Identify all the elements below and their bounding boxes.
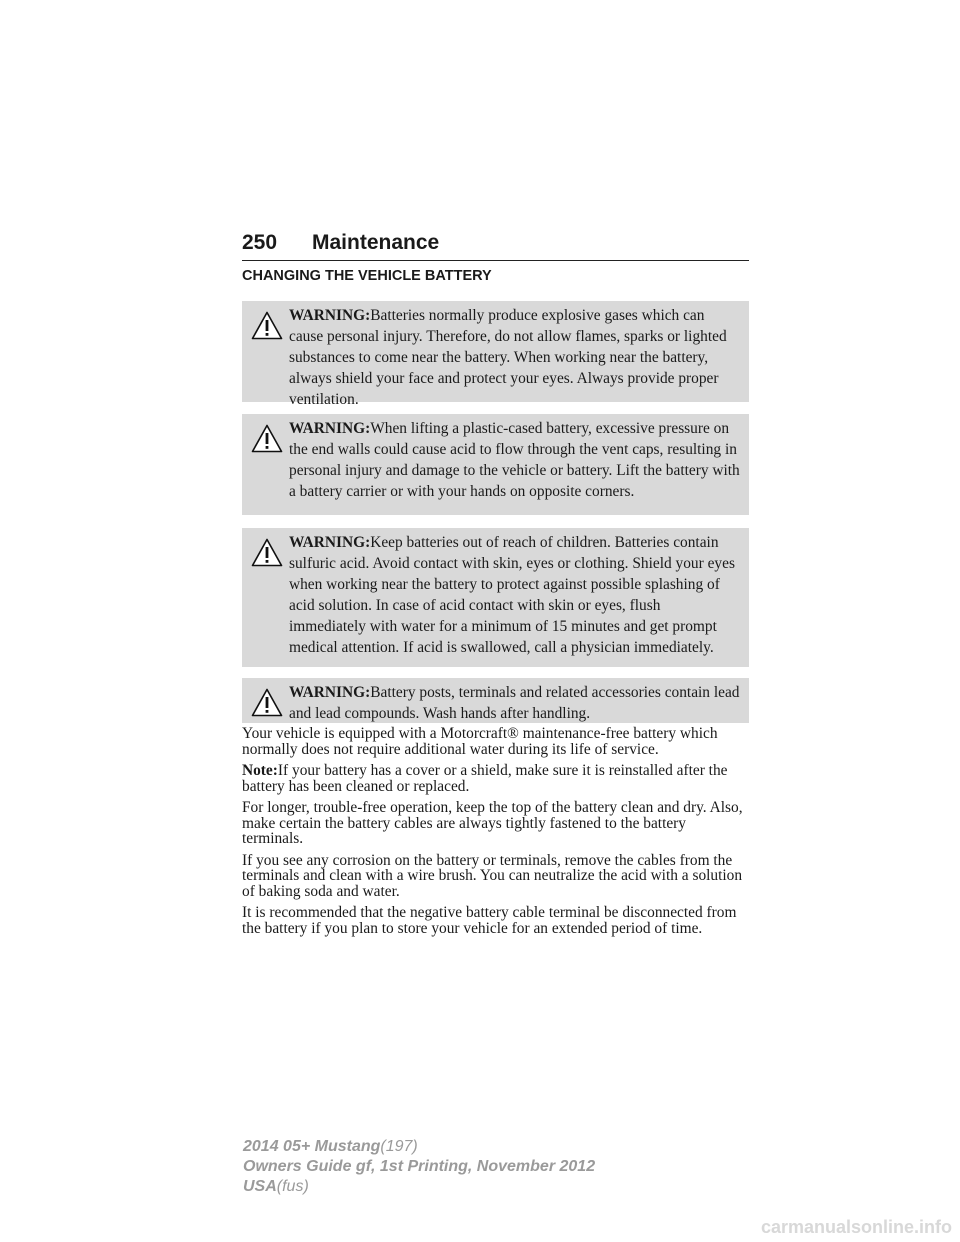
watermark: carmanualsonline.info [760,1217,952,1237]
warning-text: Batteries normally produce explosive gases which can cause personal injury. Therefore, do not allow flames, sparks or lighted substances to come near the battery. When working near the battery, always shield your face and protect your eyes. Always provide proper ventilation. [289,307,727,408]
note-text: If your battery has a cover or a shield, make sure it is reinstalled after the battery has been cleaned or replaced. [242,762,728,795]
footer-page-code: (197) [380,1138,418,1155]
warning-triangle-icon [251,538,283,567]
warning-triangle-icon [251,688,283,717]
warning-text: Battery posts, terminals and related accessories contain lead and lead compounds. Wash hands after handling. [289,684,740,722]
section-name: Maintenance [312,231,440,254]
footer-model: 2014 05+ Mustang [243,1138,381,1155]
warning-box-plastic-battery [242,414,749,515]
footer-printing: Owners Guide gf, 1st Printing, November 2012 [243,1158,596,1175]
warning-text: Keep batteries out of reach of children. Batteries contain sulfuric acid. Avoid contact with skin, eyes or clothing. Shield your eyes when working near the battery to protect against possible splashing of acid solution. In case of acid contact with skin or eyes, flush immediately with water for a minimum of 15 minutes and get prompt medical attention. If acid is swallowed, call a physician immediately. [289,534,735,656]
section-title: CHANGING THE VEHICLE BATTERY [242,268,492,284]
warning-box-children-acid [242,528,749,667]
warning-label: WARNING: [289,534,371,551]
warning-text: When lifting a plastic-cased battery, excessive pressure on the end walls could cause acid to flow through the vent caps, resulting in personal injury and damage to the vehicle or battery. Lift the battery with a battery carrier or with your hands on opposite corners. [289,420,740,500]
paragraph-maintenance-free: Your vehicle is equipped with a Motorcraft® maintenance-free battery which normally does not require additional water during its life of service. [242,725,718,758]
paragraph-corrosion: If you see any corrosion on the battery or terminals, remove the cables from the terminals and clean with a wire brush. You can neutralize the acid with a solution of baking soda and water. [242,851,743,900]
warning-label: WARNING: [289,307,371,324]
warning-label: WARNING: [289,684,371,701]
page-number: 250 [242,231,278,254]
paragraph-storage: It is recommended that the negative battery cable terminal be disconnected from the battery if you plan to store your vehicle for an extended period of time. [242,904,737,937]
warning-box-lead [242,678,749,723]
print-footer [243,1137,723,1197]
warning-box-explosive-gases [242,301,749,408]
page-header [242,228,749,261]
warning-triangle-icon [251,311,283,340]
warning-label: WARNING: [289,420,371,437]
footer-region-code: (fus) [276,1178,309,1195]
note-label: Note: [242,762,278,779]
body-text [242,726,749,942]
paragraph-clean-dry: For longer, trouble-free operation, keep the top of the battery clean and dry. Also, make certain the battery cables are always tightly fastened to the battery terminals. [242,799,743,847]
warning-triangle-icon [251,424,283,453]
note-paragraph [242,763,749,794]
footer-region: USA [243,1178,277,1195]
